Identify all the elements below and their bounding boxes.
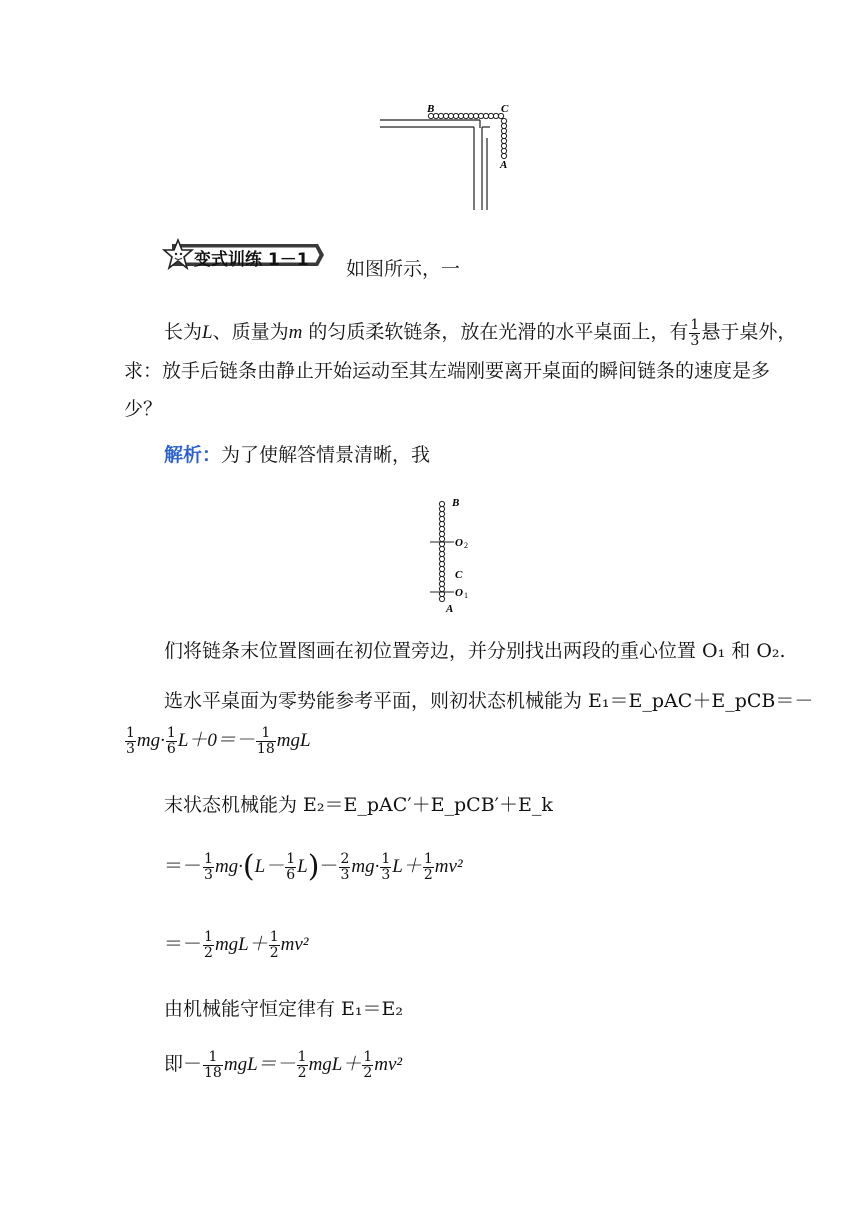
problem-line-3: 少？	[124, 398, 163, 420]
text: mgL	[276, 730, 311, 752]
label-o1: O	[455, 587, 463, 599]
frac	[380, 852, 391, 882]
den: 18	[256, 740, 275, 757]
chain-link	[439, 526, 444, 531]
text: mgL＋	[308, 1054, 362, 1076]
problem-line-2: 求：放手后链条由静止开始运动至其左端刚要离开桌面的瞬间链条的速度是多	[124, 360, 771, 382]
num: 1	[297, 1049, 307, 1065]
chain-link	[473, 113, 478, 118]
chain-link	[501, 128, 506, 133]
frac	[339, 852, 350, 882]
equation-final-energy	[164, 849, 463, 885]
den: 6	[286, 866, 296, 883]
text: 悬于桌外，	[701, 321, 797, 344]
chain-link	[439, 576, 444, 581]
text: L＋0＝－	[177, 730, 255, 752]
label-b: B	[452, 497, 460, 509]
text: mg·	[351, 856, 380, 878]
var-l: L	[202, 322, 213, 344]
num: 1	[423, 851, 433, 867]
frac	[203, 1050, 223, 1080]
equation-final-simplified	[164, 930, 309, 960]
chain-vertical-links	[501, 118, 506, 158]
num: 1	[363, 1049, 373, 1065]
text: 的匀质柔软链条，放在光滑的水平桌面上，有	[302, 321, 689, 344]
solution-line-2: 们将链条末位置图画在初位置旁边，并分别找出两段的重心位置 O₁ 和 O₂.	[164, 640, 786, 662]
num: 1	[203, 1050, 223, 1066]
den: 2	[269, 944, 279, 961]
problem-line-1	[164, 318, 796, 348]
frac	[285, 852, 296, 882]
num: 1	[381, 851, 391, 867]
chain-link	[468, 113, 473, 118]
frac	[125, 726, 136, 756]
chain-link	[439, 561, 444, 566]
chain-link	[501, 138, 506, 143]
label-c: C	[455, 569, 463, 581]
text: mv²	[280, 934, 309, 956]
num: 1	[256, 726, 276, 742]
chain-link	[439, 571, 444, 576]
chain-link	[453, 113, 458, 118]
chain-link	[439, 501, 444, 506]
problem-intro: 如图所示，一	[346, 258, 461, 280]
text: －	[319, 855, 339, 878]
chain-link	[501, 133, 506, 138]
chain-link	[439, 586, 444, 591]
text: mgL＋	[214, 934, 268, 956]
den: 3	[690, 332, 700, 349]
chain-link	[439, 516, 444, 521]
var-m: m	[288, 322, 303, 344]
text: 为了使解答情景清晰，我	[221, 444, 431, 466]
chain-link	[439, 551, 444, 556]
den: 2	[204, 944, 213, 961]
chain-link	[463, 113, 468, 118]
chain-link	[448, 113, 453, 118]
den: 18	[204, 1064, 222, 1081]
chain-link	[439, 536, 444, 541]
label-b: B	[427, 103, 435, 115]
solution-line-5: 由机械能守恒定律有 E₁＝E₂	[164, 998, 404, 1020]
badge-text: 变式训练 1－1	[194, 250, 309, 270]
chain-link	[458, 113, 463, 118]
chain-link	[439, 556, 444, 561]
text: mg·	[214, 856, 243, 878]
frac	[203, 852, 214, 882]
equation-initial-energy	[124, 726, 311, 756]
chain-link	[501, 123, 506, 128]
frac	[166, 726, 177, 756]
chain-link	[439, 581, 444, 586]
frac	[423, 852, 434, 882]
den: 3	[204, 866, 213, 883]
den: 3	[381, 866, 391, 883]
chain-link	[438, 113, 443, 118]
chain-link	[439, 506, 444, 511]
text: ＝－	[164, 933, 203, 956]
label-a: A	[446, 603, 454, 615]
num: 1	[286, 851, 296, 867]
den: 3	[126, 740, 135, 757]
figure-chain-on-table	[370, 98, 520, 213]
chain-link	[488, 113, 493, 118]
text: 即－	[164, 1053, 203, 1076]
label-o2-sub: 2	[464, 541, 468, 550]
chain-link	[439, 566, 444, 571]
den: 3	[340, 866, 350, 883]
chain-link	[501, 118, 506, 123]
text: mg·	[136, 730, 165, 752]
fraction-one-third	[689, 318, 700, 348]
label-a: A	[500, 159, 508, 171]
bracket-left: (	[242, 849, 255, 885]
solution-line-3: 选水平桌面为零势能参考平面，则初状态机械能为 E₁＝E_pAC＋E_pCB＝－	[164, 690, 814, 712]
figure-vertical-chain	[420, 494, 490, 616]
text: 长为	[164, 321, 203, 344]
chain-link	[501, 148, 506, 153]
frac	[362, 1050, 373, 1080]
equation-conservation	[164, 1050, 402, 1080]
num: 1	[204, 929, 213, 945]
chain-horizontal-links	[428, 113, 503, 118]
num: 2	[340, 851, 350, 867]
chain-link	[501, 153, 506, 158]
chain-link	[439, 596, 444, 601]
chain-link	[439, 521, 444, 526]
chain-link	[439, 511, 444, 516]
chain-link	[439, 531, 444, 536]
label-o2: O	[455, 537, 463, 549]
solution-line-4: 末状态机械能为 E₂＝E_pAC′＋E_pCB′＋E_k	[164, 794, 553, 816]
frac	[269, 930, 280, 960]
num: 1	[690, 317, 700, 333]
text: mgL＝－	[223, 1054, 296, 1076]
text: mv²	[374, 1054, 403, 1076]
chain-link	[493, 113, 498, 118]
text: L＋	[392, 856, 422, 878]
chain-link	[501, 143, 506, 148]
chain-link	[478, 113, 483, 118]
den: 2	[363, 1064, 373, 1081]
solution-label: 解析：	[164, 444, 222, 466]
chain-link	[443, 113, 448, 118]
bracket-right: )	[307, 849, 320, 885]
num: 1	[126, 725, 135, 741]
den: 2	[423, 866, 433, 883]
variant-training-badge	[158, 238, 326, 272]
chain-link	[483, 113, 488, 118]
num: 1	[204, 851, 213, 867]
label-c: C	[501, 103, 509, 115]
text: L－	[254, 856, 285, 878]
frac	[297, 1050, 308, 1080]
frac	[203, 930, 214, 960]
num: 1	[269, 929, 279, 945]
text: 、质量为	[212, 321, 289, 344]
solution-line-1	[164, 446, 430, 465]
num: 1	[166, 725, 176, 741]
frac	[256, 726, 276, 756]
vertical-chain-links	[439, 501, 444, 601]
label-o1-sub: 1	[464, 591, 468, 600]
text: mv²	[434, 856, 463, 878]
chain-link	[439, 546, 444, 551]
text: ＝－	[164, 855, 203, 878]
den: 6	[166, 740, 176, 757]
text: L	[297, 856, 308, 878]
den: 2	[297, 1064, 307, 1081]
